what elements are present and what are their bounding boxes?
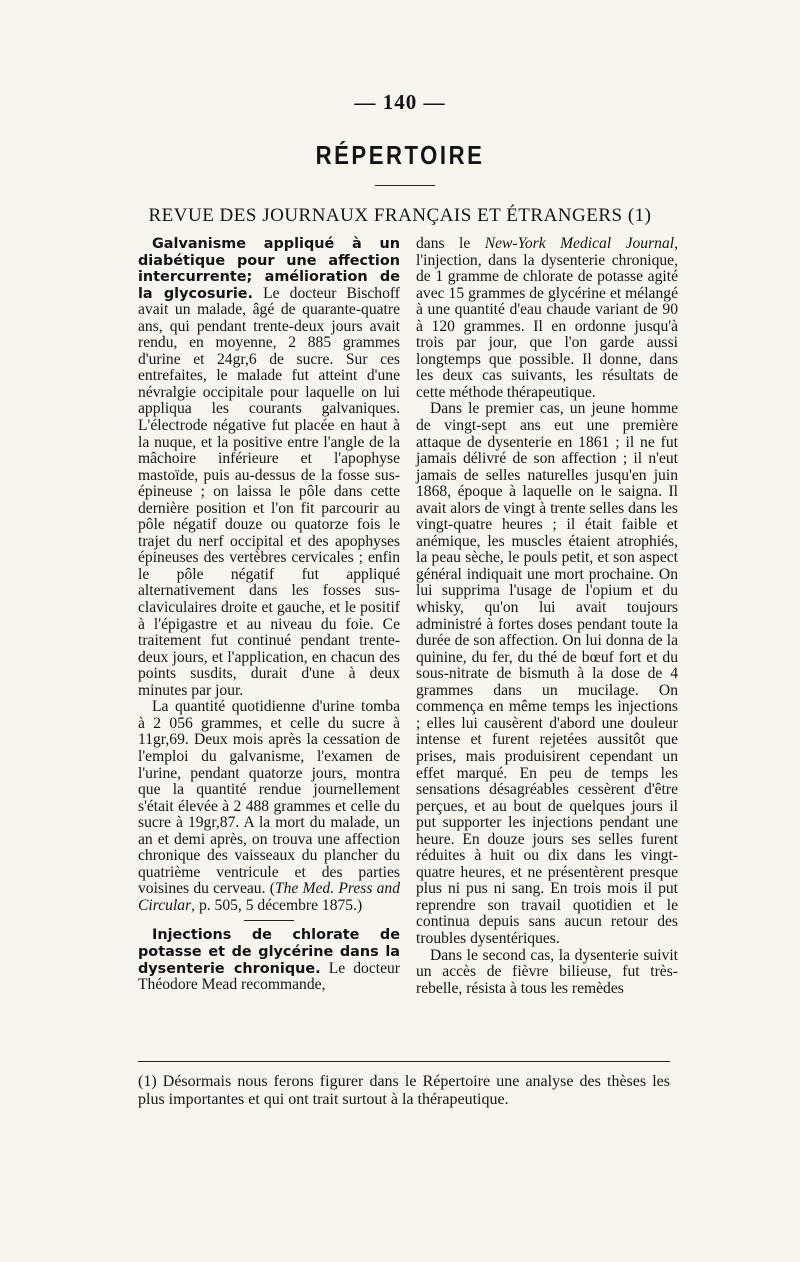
page-number: — 140 —: [354, 90, 446, 114]
title-rule: [375, 185, 435, 186]
article2-paragraph: [138, 927, 400, 993]
article1-headline: Galvanisme appliqué à un diabétique pour une affection intercurrente; amélioration de la glycosurie.: [138, 236, 400, 302]
left-column: [138, 236, 400, 994]
journal-name: New-York Medical Journal: [484, 235, 675, 252]
right-paragraph-2: Dans le premier cas, un jeune homme de vingt-sept ans eut une première attaque de dysenterie en 1861 ; il ne fut jamais délivré de son affection ; il n'eut jamais de selles naturelles jusqu'en juin 1868, époque à laquelle on le saigna. Il avait alors de vingt à trente selles dans les vingt-quatre heures ; il était faible et anémique, les muscles étaient atrophiés, la peau sèche, le pouls petit, et son aspect général indiquait une mort prochaine. On lui supprima l'usage de l'opium et du whisky, qu'on lui avait toujours administré à fortes doses pendant toute la durée de son affection. On lui donna de la quinine, du fer, du thé de bœuf fort et du sous-nitrate de bismuth à la dose de 4 grammes dans un mucilage. On commença en même temps les injections ; elles lui causèrent d'abord une douleur intense et furent rejetées aussitôt que prises, mais produisirent cependant un effet marqué. En peu de temps les sensations désagréables cessèrent d'être perçues, et au bout de quelques jours il put supporter les injections pendant une heure. En douze jours ses selles furent réduites à huit ou dix dans les vingt-quatre heures, et ne présentèrent presque plus ni pus ni sang. En trois mois il put reprendre son travail quotidien et le continua depuis sans aucun retour des troubles dysentériques.: [416, 400, 678, 947]
footnote-rule: [138, 1061, 670, 1062]
article1-text-2: La quantité quotidienne d'urine tomba à 2 056 grammes, et celle du sucre à 11gr,69. Deux mois après la cessation de l'emploi du galvanisme, l'examen de l'urine, pendant quatorze jours, montra que la quantité rendue journellement s'était élevée à 2 488 grammes et celle du sucre à 19gr,87. A la mort du malade, un an et demi après, on trouva une affection chronique des vaisseaux du plancher du quatrième ventricule et des parties voisines du cerveau.: [138, 698, 400, 898]
right-paragraph-3: Dans le second cas, la dysenterie suivit un accès de fièvre bilieuse, fut très-rebelle, résista à tous les remèdes: [416, 946, 678, 997]
right-column: [416, 236, 678, 997]
right-p1-after: , l'injection, dans la dysenterie chronique, de 1 gramme de chlorate de potasse agité avec 15 grammes de glycérine et mélangé à une quantité d'eau chaude variant de 90 à 120 grammes. Il en ordonne jusqu'à trois par jour, que l'on garde aussi longtemps que possible. Il donne, dans les deux cas suivants, les résultats de cette méthode thérapeutique.: [416, 235, 679, 401]
citation-open: (: [265, 880, 275, 898]
article-separator: [244, 920, 294, 921]
page-title: RÉPERTOIRE: [315, 140, 485, 170]
right-paragraph-1: [416, 236, 678, 401]
article2-headline: Injections de chlorate de potasse et de glycérine dans la dysenterie chronique.: [138, 927, 400, 977]
citation-journal: The Med. Press and Circular: [138, 880, 400, 914]
article1-paragraph-2: [138, 699, 400, 914]
article1-paragraph: [138, 236, 400, 699]
citation-rest: , p. 505, 5 décembre 1875.): [191, 896, 363, 914]
article2-intro: Le docteur Théodore Mead recommande,: [138, 959, 400, 994]
footnote: (1) Désormais nous ferons figurer dans le Répertoire une analyse des thèses les plus importantes et qui ont trait surtout à la thérapeutique.: [138, 1073, 670, 1108]
section-title: REVUE DES JOURNAUX FRANÇAIS ET ÉTRANGERS (1): [148, 205, 652, 226]
article1-text: Le docteur Bischoff avait un malade, âgé de quarante-quatre ans, qui pendant trente-deux jours avait rendu, en moyenne, 2 885 grammes d'urine et 24gr,6 de sucre. Sur ces entrefaites, le malade fut atteint d'une névralgie occipitale pour laquelle on lui appliqua les courants galvaniques. L'électrode négative fut placée en haut à la nuque, et la positive entre l'angle de la mâchoire inférieure et l'apophyse mastoïde, puis au-dessus de la fosse sus-épineuse ; on laissa le pôle dans cette dernière position et l'on fit parcourir au pôle négatif douze ou quatorze fois le trajet du nerf occipital et des apophyses épineuses des vertèbres cervicales ; enfin le pôle négatif fut appliqué alternativement dans les fosses sus-claviculaires droite et gauche, et le positif à l'épigastre et au niveau du foie. Ce traitement fut continué pendant trente-deux jours, et l'application, en chacun des points susdits, durait d'une à deux minutes par jour.: [138, 284, 400, 699]
right-p1-before: dans le: [416, 235, 485, 252]
